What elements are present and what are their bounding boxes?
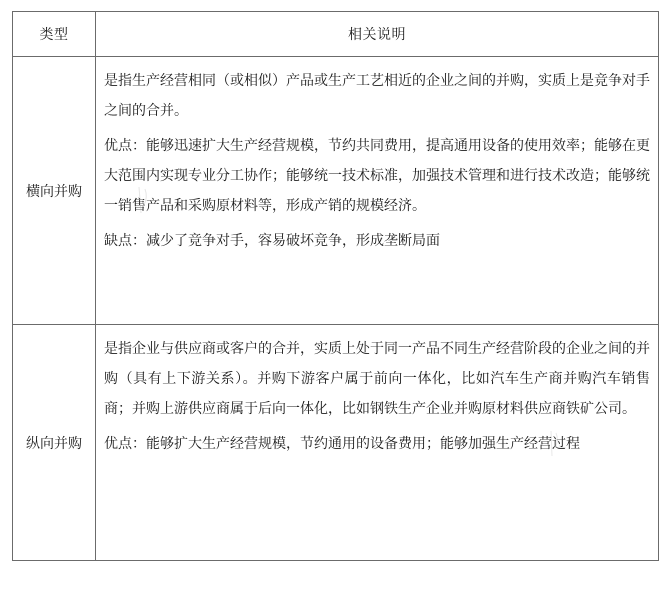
table-row <box>13 325 659 561</box>
table-row <box>13 57 659 325</box>
row-type-horizontal: 横向并购 <box>13 57 96 325</box>
advantages-paragraph: 优点：能够迅速扩大生产经营规模，节约共同费用，提高通用设备的使用效率；能够在更大范围内实现专业分工协作；能够统一技术标准，加强技术管理和进行技术改造；能够统一销售产品和采购原材料等，形成产销的规模经济。 <box>104 138 650 214</box>
disadvantages-paragraph: 缺点：减少了竞争对手，容易破坏竞争，形成垄断局面 <box>104 233 440 249</box>
table-header-row <box>13 12 659 57</box>
row-description-vertical <box>96 325 659 561</box>
watermark-mark <box>548 428 560 464</box>
watermark-mark <box>136 183 150 223</box>
row-type-vertical: 纵向并购 <box>13 325 96 561</box>
merger-types-table <box>12 11 659 561</box>
definition-paragraph: 是指企业与供应商或客户的合并，实质上处于同一产品不同生产经营阶段的企业之间的并购（具有上下游关系）。并购下游客户属于前向一体化，比如汽车生产商并购汽车销售商；并购上游供应商属于后向一体化，比如钢铁生产企业并购原材料供应商铁矿公司。 <box>104 341 650 417</box>
row-description-horizontal <box>96 57 659 325</box>
header-description: 相关说明 <box>96 12 659 57</box>
definition-paragraph: 是指生产经营相同（或相似）产品或生产工艺相近的企业之间的并购，实质上是竞争对手之间的合并。 <box>104 73 650 119</box>
advantages-paragraph: 优点：能够扩大生产经营规模，节约通用的设备费用；能够加强生产经营过程 <box>104 436 580 452</box>
header-type: 类型 <box>13 12 96 57</box>
